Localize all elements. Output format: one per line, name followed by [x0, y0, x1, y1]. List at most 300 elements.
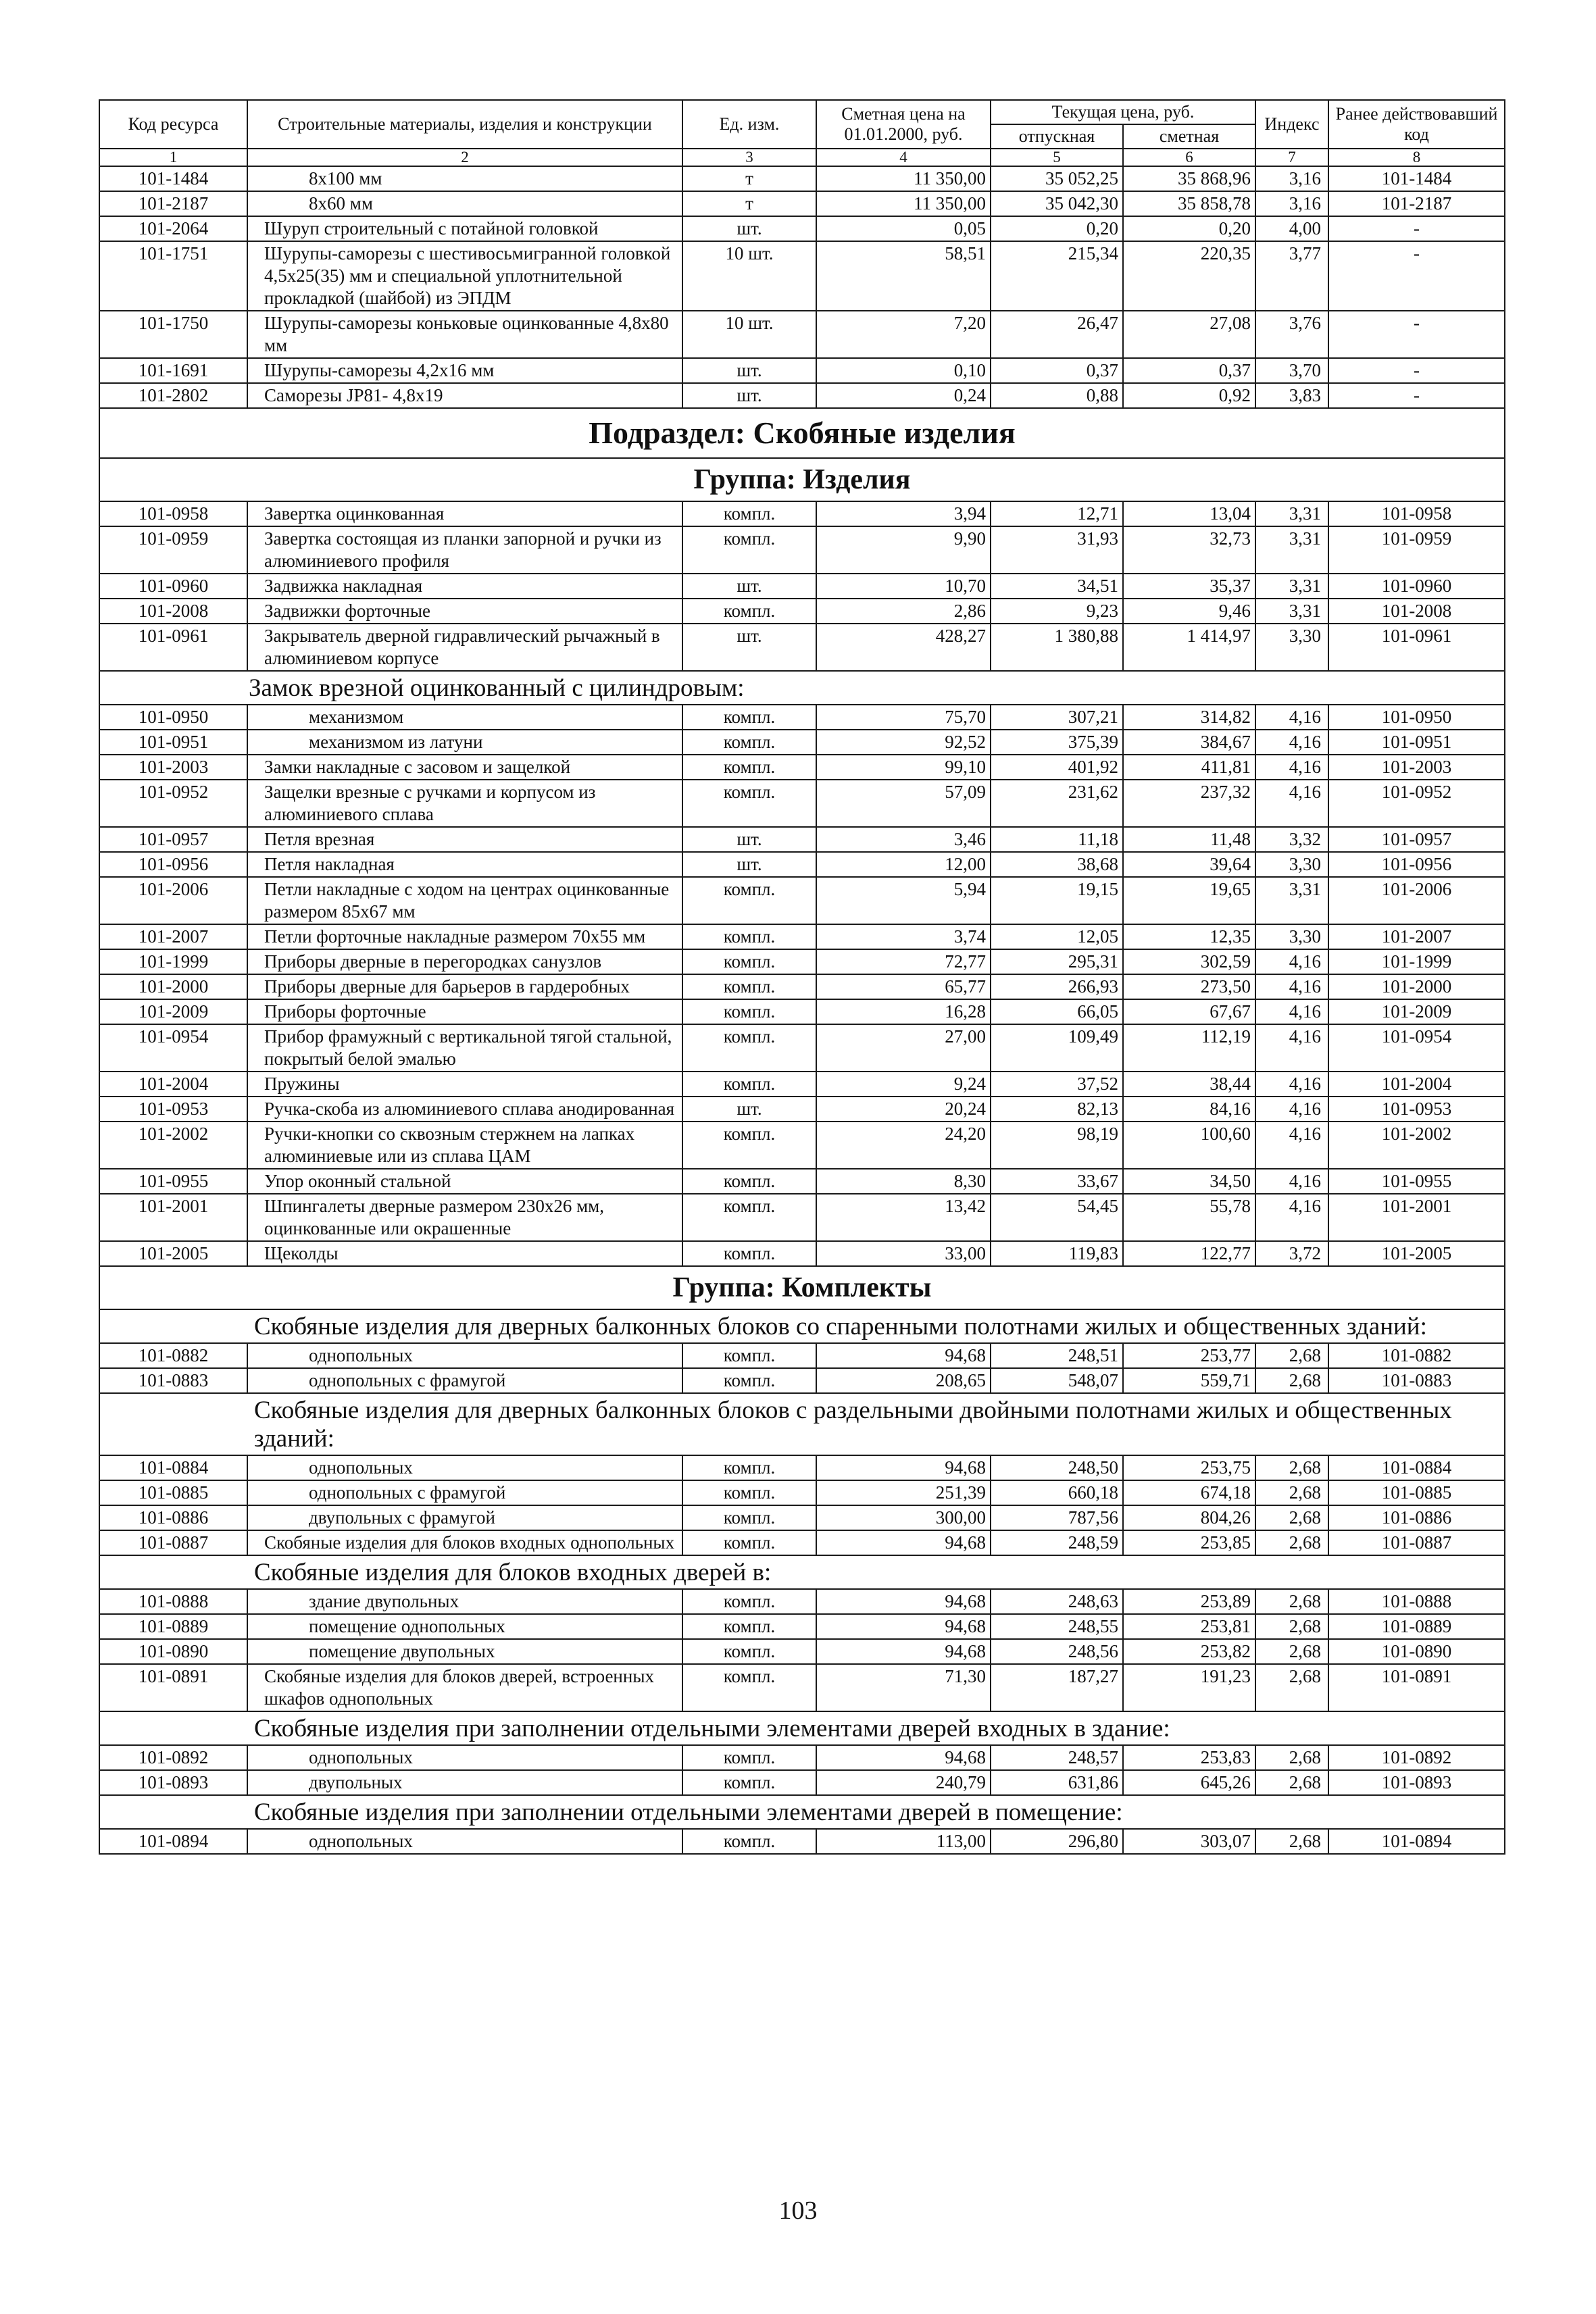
row-base-price: 11 350,00 — [816, 191, 991, 216]
row-unit: компл. — [682, 730, 816, 755]
row-unit: компл. — [682, 1169, 816, 1194]
row-estimate-price: 100,60 — [1123, 1122, 1255, 1169]
table-row — [99, 216, 1505, 241]
row-estimate-price: 0,20 — [1123, 216, 1255, 241]
row-base-price: 0,10 — [816, 358, 991, 383]
row-estimate-price: 273,50 — [1123, 974, 1255, 999]
row-name: Защелки врезные с ручками и корпусом из алюминиевого сплава — [247, 780, 682, 827]
row-index: 2,68 — [1255, 1505, 1328, 1530]
row-release-price: 296,80 — [991, 1829, 1123, 1854]
row-index: 3,31 — [1255, 599, 1328, 624]
row-estimate-price: 35 858,78 — [1123, 191, 1255, 216]
row-name: Шпингалеты дверные размером 230х26 мм, оцинкованные или окрашенные — [247, 1194, 682, 1241]
row-code: 101-2187 — [99, 191, 247, 216]
row-estimate-price: 0,37 — [1123, 358, 1255, 383]
row-prev-code: 101-1484 — [1328, 166, 1505, 191]
row-estimate-price: 411,81 — [1123, 755, 1255, 780]
row-unit: компл. — [682, 1770, 816, 1795]
row-unit: компл. — [682, 755, 816, 780]
row-code: 101-2001 — [99, 1194, 247, 1241]
row-name: Петля врезная — [247, 827, 682, 852]
row-code: 101-1691 — [99, 358, 247, 383]
row-estimate-price: 253,83 — [1123, 1745, 1255, 1770]
table-row — [99, 1241, 1505, 1266]
row-code: 101-0956 — [99, 852, 247, 877]
row-name: двупольных — [247, 1770, 682, 1795]
row-index: 3,16 — [1255, 166, 1328, 191]
row-base-price: 71,30 — [816, 1664, 991, 1711]
row-prev-code: - — [1328, 358, 1505, 383]
row-prev-code: 101-0893 — [1328, 1770, 1505, 1795]
row-estimate-price: 253,85 — [1123, 1530, 1255, 1555]
row-prev-code: 101-0961 — [1328, 624, 1505, 671]
row-prev-code: 101-0882 — [1328, 1343, 1505, 1368]
row-code: 101-0959 — [99, 526, 247, 574]
row-release-price: 248,56 — [991, 1639, 1123, 1664]
table-row — [99, 1097, 1505, 1122]
row-unit: шт. — [682, 827, 816, 852]
row-base-price: 94,68 — [816, 1745, 991, 1770]
row-code: 101-0957 — [99, 827, 247, 852]
header-index: Индекс — [1255, 100, 1328, 149]
row-estimate-price: 0,92 — [1123, 383, 1255, 408]
table-row — [99, 624, 1505, 671]
row-estimate-price: 303,07 — [1123, 1829, 1255, 1854]
row-estimate-price: 253,89 — [1123, 1589, 1255, 1614]
group-heading-row — [99, 671, 1505, 705]
row-release-price: 109,49 — [991, 1024, 1123, 1072]
table-row — [99, 383, 1505, 408]
row-index: 3,30 — [1255, 852, 1328, 877]
row-prev-code: 101-1999 — [1328, 949, 1505, 974]
table-row — [99, 1614, 1505, 1639]
row-prev-code: 101-2001 — [1328, 1194, 1505, 1241]
row-base-price: 240,79 — [816, 1770, 991, 1795]
row-estimate-price: 191,23 — [1123, 1664, 1255, 1711]
row-estimate-price: 35 868,96 — [1123, 166, 1255, 191]
row-release-price: 82,13 — [991, 1097, 1123, 1122]
row-base-price: 0,24 — [816, 383, 991, 408]
row-name: Приборы форточные — [247, 999, 682, 1024]
row-unit: т — [682, 166, 816, 191]
row-prev-code: - — [1328, 383, 1505, 408]
row-name: однопольных — [247, 1455, 682, 1480]
header-estimate-price: сметная — [1123, 124, 1255, 149]
row-name: Завертка оцинкованная — [247, 501, 682, 526]
row-name: однопольных с фрамугой — [247, 1480, 682, 1505]
row-prev-code: - — [1328, 241, 1505, 311]
row-prev-code: 101-2008 — [1328, 599, 1505, 624]
row-code: 101-0884 — [99, 1455, 247, 1480]
row-index: 3,30 — [1255, 624, 1328, 671]
row-base-price: 208,65 — [816, 1368, 991, 1393]
row-code: 101-0960 — [99, 574, 247, 599]
row-name: однопольных — [247, 1745, 682, 1770]
row-estimate-price: 122,77 — [1123, 1241, 1255, 1266]
group-heading: Скобяные изделия для блоков входных дверей в: — [99, 1555, 1505, 1589]
row-code: 101-2005 — [99, 1241, 247, 1266]
row-prev-code: 101-2003 — [1328, 755, 1505, 780]
row-index: 3,31 — [1255, 877, 1328, 924]
row-unit: компл. — [682, 705, 816, 730]
table-row — [99, 1530, 1505, 1555]
row-unit: компл. — [682, 1024, 816, 1072]
row-code: 101-2008 — [99, 599, 247, 624]
row-base-price: 10,70 — [816, 574, 991, 599]
row-base-price: 92,52 — [816, 730, 991, 755]
row-prev-code: 101-0894 — [1328, 1829, 1505, 1854]
row-name: Шурупы-саморезы с шестивосьмигранной головкой 4,5х25(35) мм и специальной уплотнительной прокладкой (шайбой) из ЭПДМ — [247, 241, 682, 311]
group-heading: Скобяные изделия для дверных балконных блоков с раздельными двойными полотнами жилых и общественных зданий: — [99, 1393, 1505, 1455]
row-base-price: 9,24 — [816, 1072, 991, 1097]
row-index: 3,31 — [1255, 526, 1328, 574]
row-release-price: 98,19 — [991, 1122, 1123, 1169]
row-index: 4,16 — [1255, 1122, 1328, 1169]
row-index: 2,68 — [1255, 1639, 1328, 1664]
table-row — [99, 1770, 1505, 1795]
table-row — [99, 1664, 1505, 1711]
row-index: 4,16 — [1255, 949, 1328, 974]
row-unit: т — [682, 191, 816, 216]
row-index: 4,16 — [1255, 974, 1328, 999]
row-index: 4,16 — [1255, 1194, 1328, 1241]
row-base-price: 58,51 — [816, 241, 991, 311]
row-code: 101-0961 — [99, 624, 247, 671]
group-heading: Скобяные изделия для дверных балконных блоков со спаренными полотнами жилых и общественных зданий: — [99, 1309, 1505, 1343]
row-estimate-price: 35,37 — [1123, 574, 1255, 599]
row-prev-code: 101-0955 — [1328, 1169, 1505, 1194]
row-unit: шт. — [682, 574, 816, 599]
row-index: 3,83 — [1255, 383, 1328, 408]
table-row — [99, 827, 1505, 852]
table-row — [99, 1455, 1505, 1480]
row-code: 101-2064 — [99, 216, 247, 241]
group-title-row — [99, 458, 1505, 501]
row-name: однопольных — [247, 1343, 682, 1368]
row-estimate-price: 674,18 — [1123, 1480, 1255, 1505]
row-release-price: 631,86 — [991, 1770, 1123, 1795]
row-name: механизмом из латуни — [247, 730, 682, 755]
table-row — [99, 1829, 1505, 1854]
row-prev-code: 101-0885 — [1328, 1480, 1505, 1505]
row-name: Шуруп строительный с потайной головкой — [247, 216, 682, 241]
row-estimate-price: 1 414,97 — [1123, 624, 1255, 671]
row-code: 101-1484 — [99, 166, 247, 191]
subsection-title-row — [99, 408, 1505, 458]
row-unit: компл. — [682, 1505, 816, 1530]
table-row — [99, 755, 1505, 780]
table-row — [99, 1072, 1505, 1097]
row-estimate-price: 13,04 — [1123, 501, 1255, 526]
row-index: 2,68 — [1255, 1343, 1328, 1368]
row-code: 101-0892 — [99, 1745, 247, 1770]
row-name: Щеколды — [247, 1241, 682, 1266]
col-number: 4 — [816, 149, 991, 166]
row-release-price: 54,45 — [991, 1194, 1123, 1241]
row-index: 4,16 — [1255, 705, 1328, 730]
row-estimate-price: 11,48 — [1123, 827, 1255, 852]
row-estimate-price: 84,16 — [1123, 1097, 1255, 1122]
row-prev-code: 101-0951 — [1328, 730, 1505, 755]
row-index: 2,68 — [1255, 1745, 1328, 1770]
row-code: 101-0885 — [99, 1480, 247, 1505]
row-index: 3,77 — [1255, 241, 1328, 311]
group-title: Группа: Изделия — [99, 458, 1505, 501]
row-base-price: 94,68 — [816, 1530, 991, 1555]
row-release-price: 12,05 — [991, 924, 1123, 949]
row-prev-code: 101-2007 — [1328, 924, 1505, 949]
row-unit: компл. — [682, 1480, 816, 1505]
row-index: 2,68 — [1255, 1770, 1328, 1795]
table-row — [99, 599, 1505, 624]
row-release-price: 37,52 — [991, 1072, 1123, 1097]
group-heading-row — [99, 1309, 1505, 1343]
row-prev-code: - — [1328, 216, 1505, 241]
subsection-title: Подраздел: Скобяные изделия — [99, 408, 1505, 458]
row-release-price: 0,88 — [991, 383, 1123, 408]
row-release-price: 12,71 — [991, 501, 1123, 526]
table-row — [99, 705, 1505, 730]
row-estimate-price: 804,26 — [1123, 1505, 1255, 1530]
row-base-price: 94,68 — [816, 1614, 991, 1639]
price-table-sheet — [99, 99, 1504, 1855]
row-estimate-price: 27,08 — [1123, 311, 1255, 358]
table-row — [99, 1745, 1505, 1770]
row-prev-code: 101-0888 — [1328, 1589, 1505, 1614]
row-name: Петли форточные накладные размером 70х55 мм — [247, 924, 682, 949]
row-index: 2,68 — [1255, 1368, 1328, 1393]
row-index: 3,70 — [1255, 358, 1328, 383]
row-name: Задвижки форточные — [247, 599, 682, 624]
row-base-price: 94,68 — [816, 1639, 991, 1664]
row-unit: компл. — [682, 1122, 816, 1169]
row-base-price: 2,86 — [816, 599, 991, 624]
row-release-price: 248,63 — [991, 1589, 1123, 1614]
table-row — [99, 1169, 1505, 1194]
row-release-price: 66,05 — [991, 999, 1123, 1024]
table-row — [99, 191, 1505, 216]
table-row — [99, 852, 1505, 877]
row-prev-code: 101-2005 — [1328, 1241, 1505, 1266]
row-code: 101-0888 — [99, 1589, 247, 1614]
row-code: 101-2000 — [99, 974, 247, 999]
row-code: 101-0891 — [99, 1664, 247, 1711]
row-prev-code: 101-2004 — [1328, 1072, 1505, 1097]
row-unit: компл. — [682, 999, 816, 1024]
row-release-price: 0,37 — [991, 358, 1123, 383]
row-name: Скобяные изделия для блоков входных однопольных — [247, 1530, 682, 1555]
row-unit: компл. — [682, 1829, 816, 1854]
table-row — [99, 1343, 1505, 1368]
row-index: 4,16 — [1255, 730, 1328, 755]
row-release-price: 35 042,30 — [991, 191, 1123, 216]
row-estimate-price: 253,77 — [1123, 1343, 1255, 1368]
row-code: 101-0953 — [99, 1097, 247, 1122]
row-base-price: 3,74 — [816, 924, 991, 949]
row-name: однопольных — [247, 1829, 682, 1854]
row-release-price: 1 380,88 — [991, 624, 1123, 671]
table-row — [99, 1122, 1505, 1169]
row-unit: компл. — [682, 1589, 816, 1614]
row-base-price: 300,00 — [816, 1505, 991, 1530]
row-code: 101-1751 — [99, 241, 247, 311]
row-base-price: 27,00 — [816, 1024, 991, 1072]
row-code: 101-2004 — [99, 1072, 247, 1097]
row-release-price: 215,34 — [991, 241, 1123, 311]
row-release-price: 119,83 — [991, 1241, 1123, 1266]
row-index: 3,32 — [1255, 827, 1328, 852]
row-unit: компл. — [682, 924, 816, 949]
row-release-price: 0,20 — [991, 216, 1123, 241]
row-code: 101-0889 — [99, 1614, 247, 1639]
table-row — [99, 924, 1505, 949]
row-estimate-price: 220,35 — [1123, 241, 1255, 311]
row-release-price: 34,51 — [991, 574, 1123, 599]
row-base-price: 99,10 — [816, 755, 991, 780]
row-estimate-price: 645,26 — [1123, 1770, 1255, 1795]
row-base-price: 94,68 — [816, 1589, 991, 1614]
table-row — [99, 1024, 1505, 1072]
row-prev-code: 101-0892 — [1328, 1745, 1505, 1770]
row-base-price: 428,27 — [816, 624, 991, 671]
row-unit: шт. — [682, 358, 816, 383]
row-name: Пружины — [247, 1072, 682, 1097]
row-release-price: 19,15 — [991, 877, 1123, 924]
table-header — [99, 100, 1505, 166]
row-prev-code: 101-0957 — [1328, 827, 1505, 852]
group-title: Группа: Комплекты — [99, 1266, 1505, 1309]
row-release-price: 187,27 — [991, 1664, 1123, 1711]
row-unit: компл. — [682, 1639, 816, 1664]
row-index: 4,00 — [1255, 216, 1328, 241]
row-name: Упор оконный стальной — [247, 1169, 682, 1194]
row-name: помещение однопольных — [247, 1614, 682, 1639]
row-name: Петля накладная — [247, 852, 682, 877]
row-name: Саморезы JP81- 4,8х19 — [247, 383, 682, 408]
row-base-price: 251,39 — [816, 1480, 991, 1505]
row-release-price: 248,55 — [991, 1614, 1123, 1639]
row-name: Приборы дверные в перегородках санузлов — [247, 949, 682, 974]
row-release-price: 787,56 — [991, 1505, 1123, 1530]
row-unit: компл. — [682, 1664, 816, 1711]
row-index: 2,68 — [1255, 1530, 1328, 1555]
row-index: 2,68 — [1255, 1829, 1328, 1854]
row-prev-code: 101-2006 — [1328, 877, 1505, 924]
row-prev-code: 101-0886 — [1328, 1505, 1505, 1530]
row-release-price: 248,59 — [991, 1530, 1123, 1555]
table-row — [99, 1480, 1505, 1505]
row-prev-code: 101-0959 — [1328, 526, 1505, 574]
row-unit: шт. — [682, 383, 816, 408]
row-estimate-price: 314,82 — [1123, 705, 1255, 730]
header-current-price: Текущая цена, руб. — [991, 100, 1255, 124]
row-release-price: 548,07 — [991, 1368, 1123, 1393]
row-index: 2,68 — [1255, 1480, 1328, 1505]
row-code: 101-2007 — [99, 924, 247, 949]
row-release-price: 401,92 — [991, 755, 1123, 780]
col-number: 6 — [1123, 149, 1255, 166]
col-number: 7 — [1255, 149, 1328, 166]
row-unit: компл. — [682, 1614, 816, 1639]
row-prev-code: 101-0887 — [1328, 1530, 1505, 1555]
table-row — [99, 949, 1505, 974]
row-index: 3,16 — [1255, 191, 1328, 216]
table-row — [99, 730, 1505, 755]
table-row — [99, 1505, 1505, 1530]
row-name: механизмом — [247, 705, 682, 730]
row-unit: компл. — [682, 1072, 816, 1097]
row-unit: 10 шт. — [682, 241, 816, 311]
row-estimate-price: 253,82 — [1123, 1639, 1255, 1664]
row-index: 3,31 — [1255, 501, 1328, 526]
row-name: однопольных с фрамугой — [247, 1368, 682, 1393]
row-unit: компл. — [682, 1241, 816, 1266]
row-unit: компл. — [682, 974, 816, 999]
row-unit: компл. — [682, 949, 816, 974]
header-name: Строительные материалы, изделия и конструкции — [247, 100, 682, 149]
header-unit: Ед. изм. — [682, 100, 816, 149]
row-estimate-price: 253,75 — [1123, 1455, 1255, 1480]
row-estimate-price: 19,65 — [1123, 877, 1255, 924]
table-row — [99, 241, 1505, 311]
table-row — [99, 526, 1505, 574]
row-estimate-price: 32,73 — [1123, 526, 1255, 574]
row-unit: компл. — [682, 526, 816, 574]
row-unit: компл. — [682, 1343, 816, 1368]
row-prev-code: 101-0952 — [1328, 780, 1505, 827]
row-base-price: 20,24 — [816, 1097, 991, 1122]
price-table — [99, 99, 1505, 1855]
row-code: 101-0955 — [99, 1169, 247, 1194]
row-release-price: 26,47 — [991, 311, 1123, 358]
row-base-price: 57,09 — [816, 780, 991, 827]
table-row — [99, 574, 1505, 599]
row-prev-code: 101-0883 — [1328, 1368, 1505, 1393]
row-base-price: 24,20 — [816, 1122, 991, 1169]
table-body — [99, 166, 1505, 1854]
row-estimate-price: 67,67 — [1123, 999, 1255, 1024]
row-prev-code: - — [1328, 311, 1505, 358]
row-unit: компл. — [682, 780, 816, 827]
row-base-price: 94,68 — [816, 1343, 991, 1368]
row-base-price: 13,42 — [816, 1194, 991, 1241]
row-estimate-price: 112,19 — [1123, 1024, 1255, 1072]
table-row — [99, 780, 1505, 827]
row-base-price: 7,20 — [816, 311, 991, 358]
row-prev-code: 101-0954 — [1328, 1024, 1505, 1072]
row-prev-code: 101-0884 — [1328, 1455, 1505, 1480]
group-heading: Скобяные изделия при заполнении отдельными элементами дверей в помещение: — [99, 1795, 1505, 1829]
row-index: 4,16 — [1255, 1024, 1328, 1072]
table-row — [99, 974, 1505, 999]
row-name: Завертка состоящая из планки запорной и ручки из алюминиевого профиля — [247, 526, 682, 574]
row-unit: компл. — [682, 1530, 816, 1555]
row-index: 3,31 — [1255, 574, 1328, 599]
row-release-price: 11,18 — [991, 827, 1123, 852]
row-unit: компл. — [682, 877, 816, 924]
row-prev-code: 101-0891 — [1328, 1664, 1505, 1711]
table-row — [99, 501, 1505, 526]
col-number: 3 — [682, 149, 816, 166]
row-code: 101-2006 — [99, 877, 247, 924]
col-number: 2 — [247, 149, 682, 166]
row-name: 8х100 мм — [247, 166, 682, 191]
table-row — [99, 311, 1505, 358]
row-index: 4,16 — [1255, 780, 1328, 827]
group-heading: Замок врезной оцинкованный с цилиндровым: — [99, 671, 1505, 705]
row-code: 101-2002 — [99, 1122, 247, 1169]
row-estimate-price: 38,44 — [1123, 1072, 1255, 1097]
